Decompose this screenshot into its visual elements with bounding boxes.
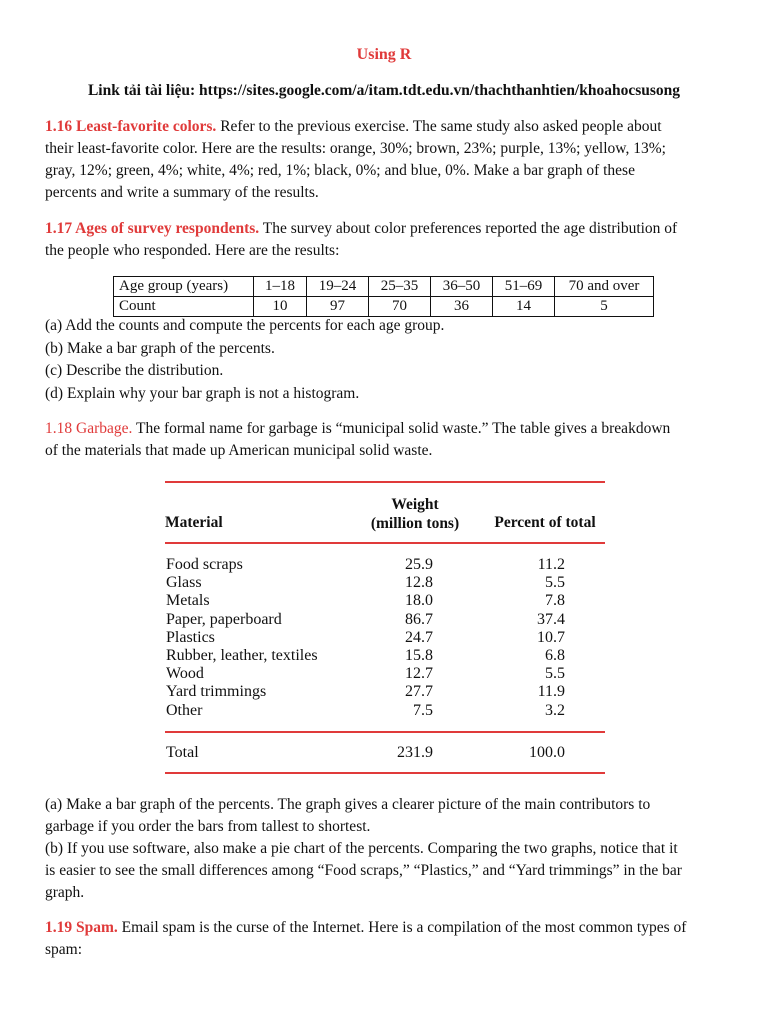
weight-cell: 12.7 [405,665,433,683]
age-group-cell: 25–35 [369,277,431,297]
column-header-weight [355,495,475,533]
table-total-row [165,744,605,762]
age-distribution-table [113,276,654,317]
table-row [114,297,654,317]
question-c: (c) Describe the distribution. [45,362,224,379]
table-total-rule [165,731,605,733]
column-header-material: Material [165,514,223,531]
percent-cell: 5.5 [545,665,565,683]
total-weight: 231.9 [397,744,433,761]
percent-cell: 11.2 [537,556,565,573]
weight-cell: 24.7 [405,628,433,646]
exercise-1-17-title: 1.17 Ages of survey respondents. [45,220,260,237]
material-cell: Food scraps [166,556,243,573]
exercise-1-17 [45,218,725,262]
download-link[interactable]: https://sites.google.com/a/itam.tdt.edu.vn/thachthanhtien/khoahocsusong [199,82,681,99]
exercise-1-19 [45,917,725,961]
table-row [165,611,605,629]
question-a: (a) Add the counts and compute the percents for each age group. [45,317,445,334]
weight-cell: 25.9 [405,556,433,573]
material-cell: Paper, paperboard [166,610,282,628]
weight-cell: 86.7 [405,610,433,628]
table-row [165,665,605,683]
material-cell: Plastics [166,628,215,646]
percent-cell: 6.8 [545,647,565,664]
download-link-line [0,82,768,100]
exercise-1-17-text-1: The survey about color preferences reported the age distribution of [262,220,678,237]
age-group-cell: 70 and over [555,277,654,297]
exercise-1-16-text-3: gray, 12%; green, 4%; white, 4%; red, 1%; black, 0%; and blue, 0%. Make a bar graph of these [45,162,635,179]
weight-cell: 12.8 [405,574,433,592]
exercise-1-17-text-2: the people who responded. Here are the results: [45,242,340,259]
exercise-1-16 [45,116,725,204]
garbage-question-a-2: garbage if you order the bars from tallest to shortest. [45,818,371,835]
percent-cell: 7.8 [545,592,565,610]
exercise-1-18 [45,418,725,462]
total-label: Total [166,744,199,761]
material-cell: Wood [166,665,204,683]
exercise-1-16-text-1: Refer to the previous exercise. The same study also asked people about [220,118,662,135]
exercise-1-16-text-4: percents and write a summary of the results. [45,184,319,201]
garbage-question-b-2: is easier to see the small differences among “Food scraps,” “Plastics,” and “Yard trimmings” in the bar [45,862,682,879]
table-row [165,556,605,574]
count-cell: 5 [555,297,654,317]
total-percent: 100.0 [529,744,565,761]
exercise-1-19-text-2: spam: [45,941,83,958]
question-d: (d) Explain why your bar graph is not a histogram. [45,385,360,402]
exercise-1-19-text-1: Email spam is the curse of the Internet. Here is a compilation of the most common types of [121,919,687,936]
weight-cell: 7.5 [413,701,433,719]
column-header-percent: Percent of total [494,514,596,531]
garbage-question-a-1: (a) Make a bar graph of the percents. The graph gives a clearer picture of the main contributors to [45,796,651,813]
weight-cell: 15.8 [405,647,433,664]
link-label: Link tải tài liệu: [87,82,196,99]
row-label: Count [114,297,254,317]
weight-cell: 27.7 [405,683,433,701]
age-group-cell: 36–50 [431,277,493,297]
row-label: Age group (years) [114,277,254,297]
material-cell: Metals [166,592,210,610]
exercise-1-16-title: 1.16 Least-favorite colors. [45,118,217,135]
percent-cell: 3.2 [545,701,565,719]
table-row [165,629,605,647]
percent-cell: 10.7 [537,628,565,646]
count-cell: 70 [369,297,431,317]
garbage-question-b-3: graph. [45,884,85,901]
table-row [165,592,605,610]
table-row [165,574,605,592]
table-row [114,277,654,297]
age-group-cell: 19–24 [307,277,369,297]
count-cell: 97 [307,297,369,317]
page-title: Using R [356,46,412,63]
material-cell: Yard trimmings [166,683,267,701]
age-group-cell: 51–69 [493,277,555,297]
exercise-1-19-title: 1.19 Spam. [45,919,118,936]
material-cell: Other [166,701,203,719]
exercise-1-16-text-2: their least-favorite color. Here are the results: orange, 30%; brown, 23%; purple, 13%; yellow, 13%; [45,140,666,157]
table-top-rule [165,481,605,483]
count-cell: 14 [493,297,555,317]
column-header-weight-line-1: Weight [391,496,439,513]
weight-cell: 18.0 [405,592,433,610]
material-cell: Glass [166,574,202,592]
table-header-rule [165,542,605,544]
exercise-1-18-text-2: of the materials that made up American municipal solid waste. [45,442,433,459]
count-cell: 36 [431,297,493,317]
table-row [165,702,605,720]
exercise-1-18-title: 1.18 Garbage. [45,420,133,437]
table-row [165,683,605,701]
table-bottom-rule [165,772,605,774]
column-header-weight-line-2: (million tons) [370,515,460,532]
question-b: (b) Make a bar graph of the percents. [45,340,275,357]
percent-cell: 5.5 [545,574,565,592]
age-group-cell: 1–18 [254,277,307,297]
percent-cell: 37.4 [537,610,565,628]
exercise-1-18-text-1: The formal name for garbage is “municipal solid waste.” The table gives a breakdown [135,420,671,437]
count-cell: 10 [254,297,307,317]
material-cell: Rubber, leather, textiles [166,647,318,664]
garbage-question-b-1: (b) If you use software, also make a pie chart of the percents. Comparing the two graphs, notice that it [45,840,678,857]
percent-cell: 11.9 [537,683,565,701]
table-row [165,647,605,665]
